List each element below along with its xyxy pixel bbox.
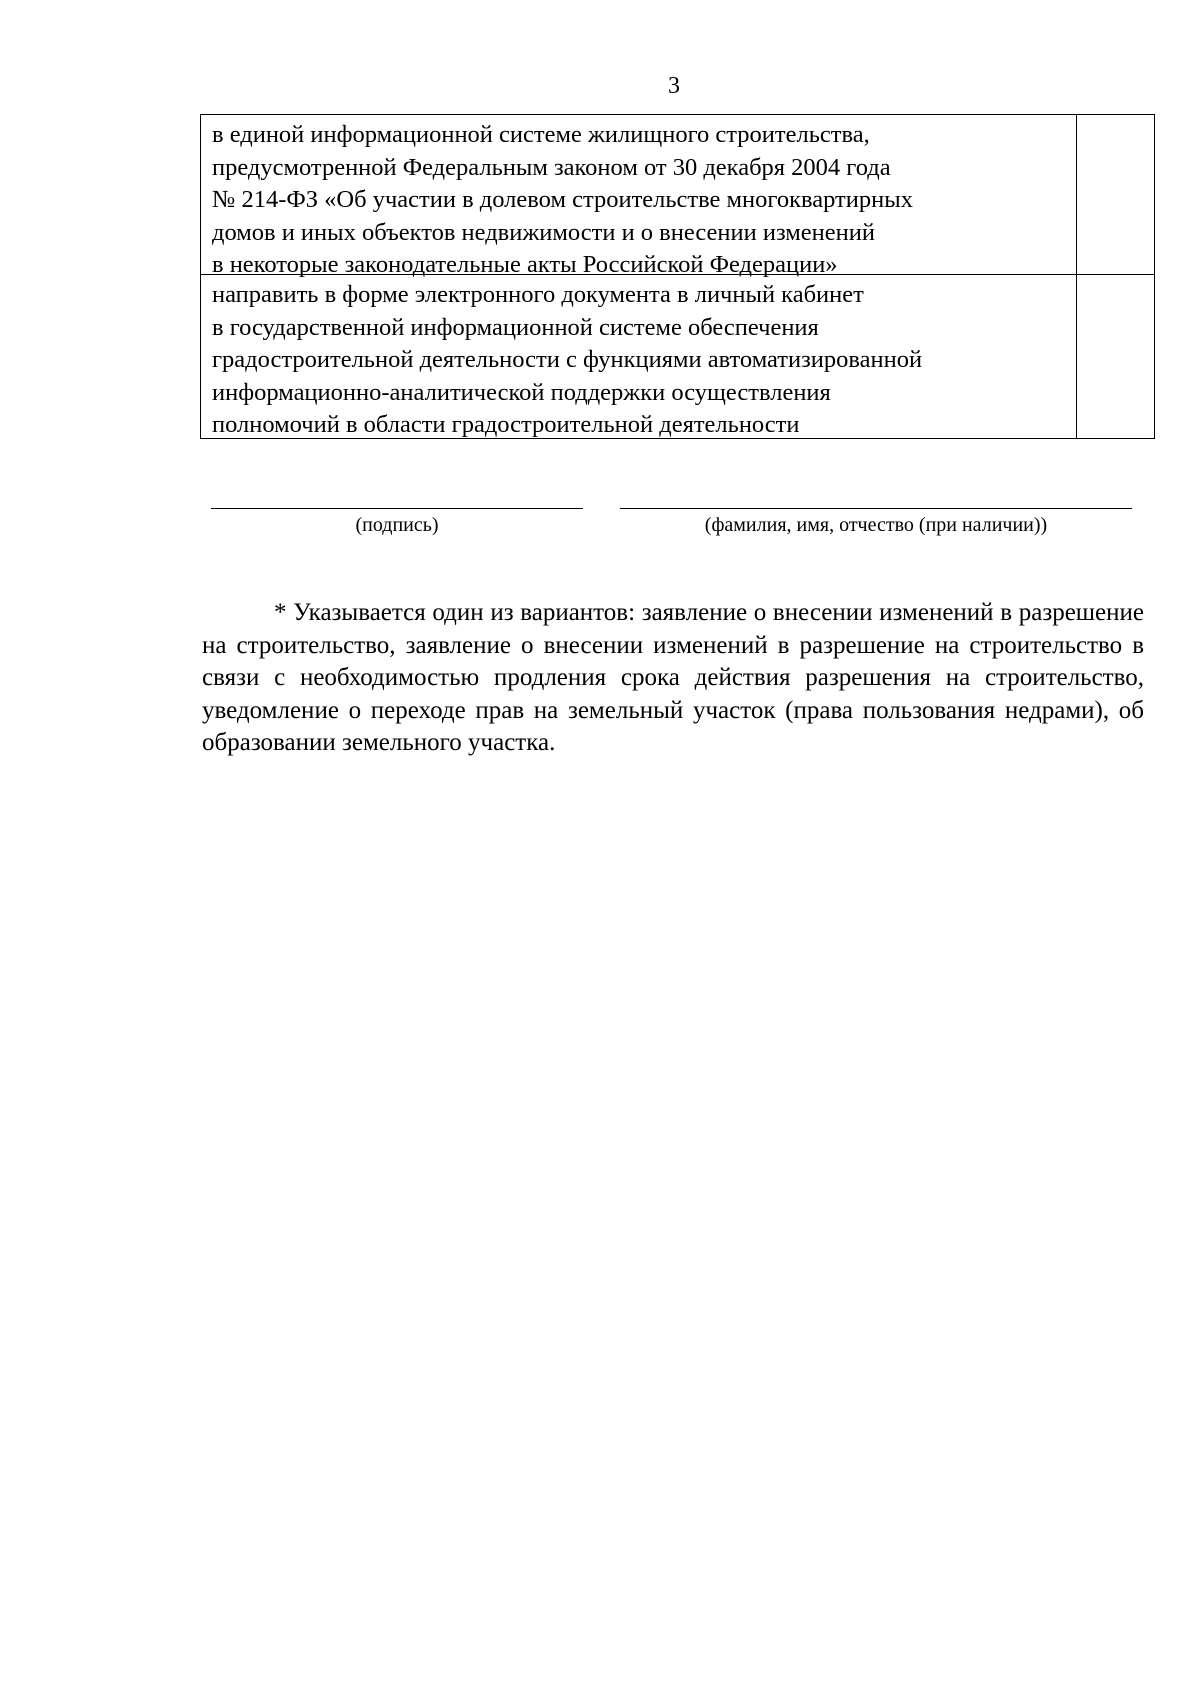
delivery-options-table: [200, 114, 1155, 439]
signature-caption: (подпись): [355, 514, 439, 536]
option-text-unified-housing-system: в единой информационной системе жилищного строительства, предусмотренной Федеральным законом от 30 декабря 2004 года № 214-ФЗ «Об участии в долевом строительстве многоквартирных домов и иных объектов недвижимости и о внесении изменений в некоторые законодательные акты Российской Федерации»: [212, 121, 913, 278]
footnote: * Указывается один из вариантов: заявление о внесении изменений в разрешение на строительство, заявление о внесении изменений в разрешение на строительство в связи с необходимостью продления срока действия разрешения на строительство, уведомление о переходе прав на земельный участок (права пользования недрами), об образовании земельного участка.: [202, 599, 1144, 756]
table-row: [201, 275, 1155, 439]
fullname-line[interactable]: [620, 508, 1132, 509]
option-text-electronic-personal-account: направить в форме электронного документа в личный кабинет в государственной информационной системе обеспечения градостроительной деятельности с функциями автоматизированной информационно-аналитической поддержки осуществления полномочий в области градостроительной деятельности: [212, 281, 923, 438]
signature-line[interactable]: [211, 508, 583, 509]
option-checkbox-cell[interactable]: [1077, 115, 1155, 275]
option-checkbox-cell[interactable]: [1077, 275, 1155, 439]
table-row: [201, 115, 1155, 275]
page-number: 3: [668, 73, 680, 99]
option-text-cell: [201, 115, 1077, 278]
option-text-cell: [201, 275, 1077, 439]
fullname-caption: (фамилия, имя, отчество (при наличии)): [704, 514, 1048, 536]
